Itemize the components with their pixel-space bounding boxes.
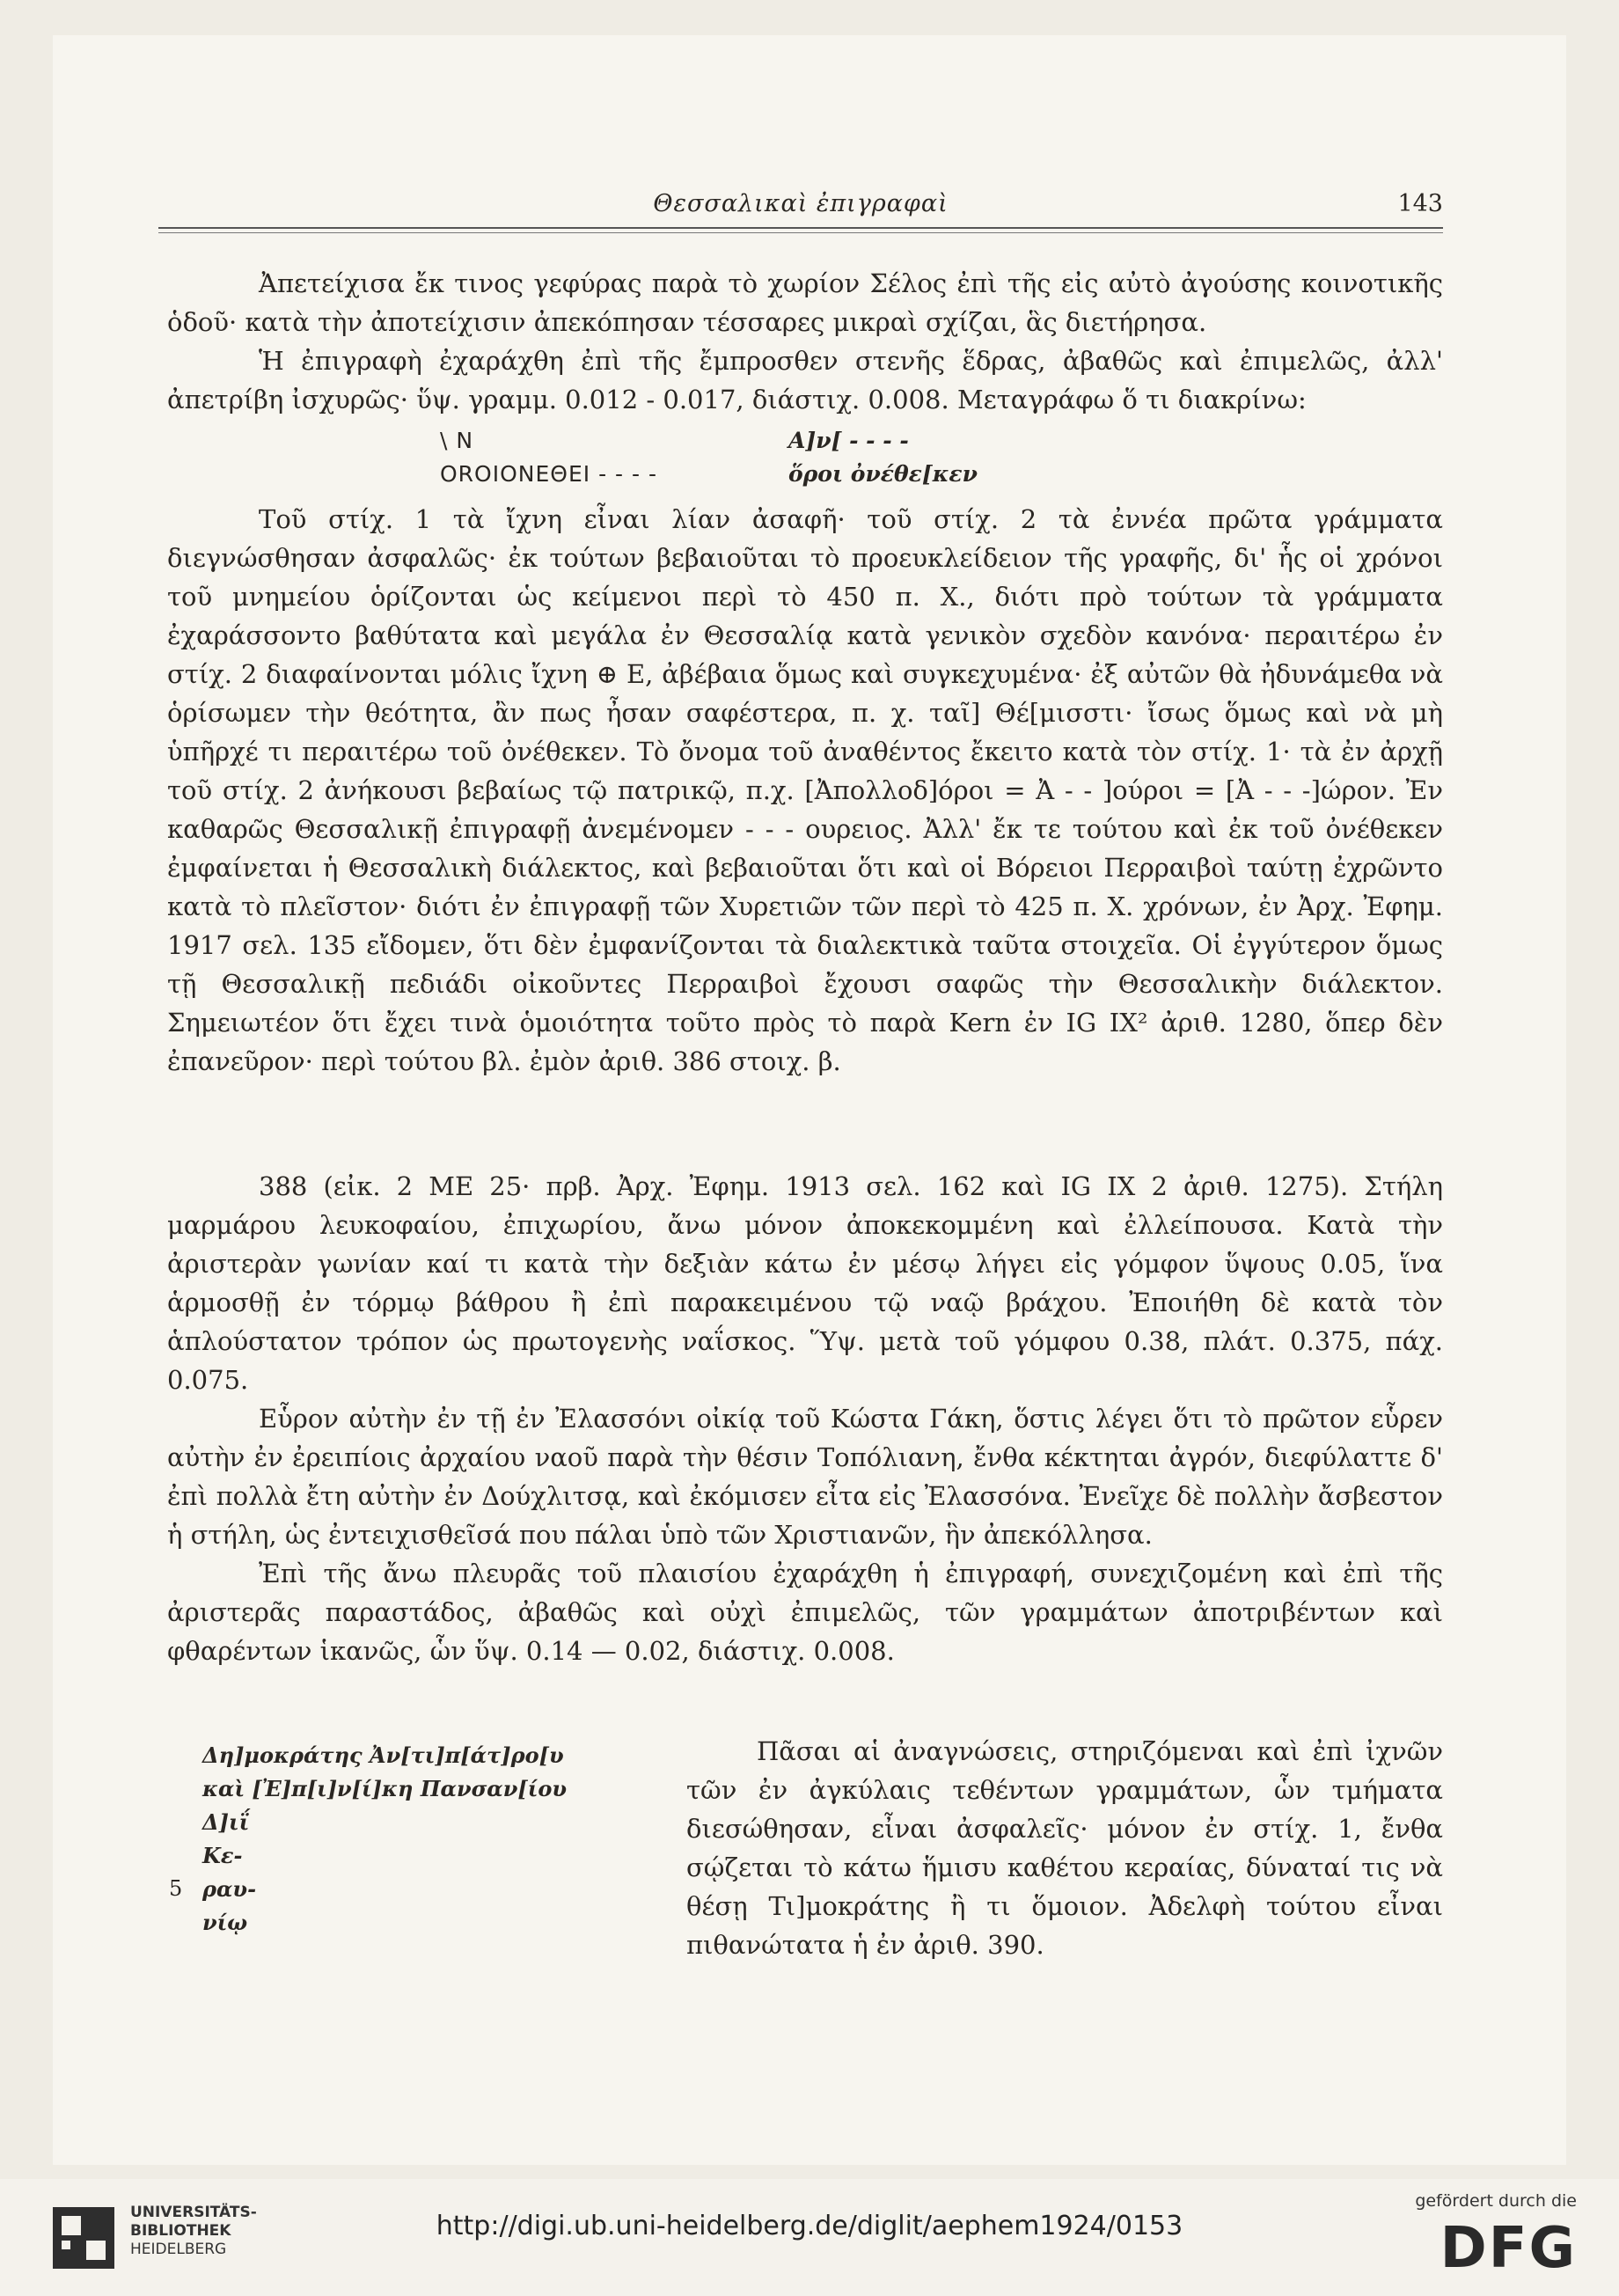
transcription-reading: ὅροι ὀνέθε[κεν [788,461,978,487]
funding-label: gefördert durch die [1415,2191,1577,2211]
running-head [158,185,1443,229]
inscription-line: Κε- [202,1843,243,1868]
header-rule [158,227,1443,229]
body-intro [167,264,1443,419]
paragraph: Ἀπετείχισα ἔκ τινος γεφύρας παρὰ τὸ χωρίον Σέλος ἐπὶ τῆς εἰς αὐτὸ ἀγούσης κοινοτικῆς ὁδοῦ· κατὰ τὴν ἀποτείχισιν ἀπεκόπησαν τέσσαρες μικραὶ σχίζαι, ἃς διετήρησα. [167,268,1443,337]
transcription-majuscule: \ N [440,428,474,453]
paragraph: Ἡ ἐπιγραφὴ ἐχαράχθη ἐπὶ τῆς ἔμπροσθεν στενῆς ἕδρας, ἀβαθῶς καὶ ἐπιμελῶς, ἀλλ' ἀπετρίβη ἰσχυρῶς· ὕψ. γραμμ. 0.012 - 0.017, διάστιχ. 0.008. Μεταγράφω ὅ τι διακρίνω: [167,346,1443,414]
paragraph: Τοῦ στίχ. 1 τὰ ἴχνη εἶναι λίαν ἀσαφῆ· τοῦ στίχ. 2 τὰ ἐννέα πρῶτα γράμματα διεγνώσθησαν ἀσφαλῶς· ἐκ τούτων βεβαιοῦται τὸ προευκλείδειον τῆς γραφῆς, δι' ἧς οἱ χρόνοι τοῦ μνημείου ὁρίζονται ὡς κείμενοι περὶ τὸ 450 π. Χ., διότι πρὸ τούτων τὰ γράμματα ἐχαράσσοντο βαθύτατα καὶ μεγάλα ἐν Θεσσαλίᾳ κατὰ γενικὸν σχεδὸν κανόνα· περαιτέρω ἐν στίχ. 2 διαφαίνονται μόλις ἴχνη ⊕ Ε, ἀβέβαια ὅμως καὶ συγκεχυμένα· ἐξ αὐτῶν θὰ ἠδυνάμεθα νὰ ὁρίσωμεν τὴν θεότητα, ἂν πως ἦσαν σαφέστερα, π. χ. ταῖ] Θέ[μισστι· ἴσως ὅμως καὶ νὰ μὴ ὑπῆρχέ τι περαιτέρω τοῦ ὀνέθεκεν. Τὸ ὄνομα τοῦ ἀναθέντος ἔκειτο κατὰ τὸν στίχ. 1· τὰ ἐν ἀρχῇ τοῦ στίχ. 2 ἀνήκουσι βεβαίως τῷ πατρικῷ, π.χ. [Ἀπολλοδ]όροι = Ἀ - - ]ούροι = [Ἀ - - -]ώρον. Ἐν καθαρῶς Θεσσαλικῇ ἐπιγραφῇ ἀνεμένομεν - - - ουρειος. Ἀλλ' ἔκ τε τούτου καὶ ἐκ τοῦ ὀνέθεκεν ἐμφαίνεται ἡ Θεσσαλικὴ διάλεκτος, καὶ βεβαιοῦται ὅτι καὶ οἱ Βόρειοι Περραιβοὶ ταύτῃ ἐχρῶντο κατὰ τὸ πλεῖστον· διότι ἐν ἐπιγραφῇ τῶν Χυρετιῶν τῶν περὶ τὸ 425 π. Χ. χρόνων, ἐν Ἀρχ. Ἐφημ. 1917 σελ. 135 εἴδομεν, ὅτι δὲν ἐμφανίζονται τὰ διαλεκτικὰ ταῦτα στοιχεῖα. Οἱ ἐγγύτερον ὅμως τῇ Θεσσαλικῇ πεδιάδι οἰκοῦντες Περραιβοὶ ἔχουσι σαφῶς τὴν Θεσσαλικὴν διάλεκτον. Σημειωτέον ὅτι ἔχει τινὰ ὁμοιότητα τοῦτο πρὸς τὸ παρὰ Kern ἐν IG IX² ἀριθ. 1280, ὅπερ δὲν ἐπανεῦρον· περὶ τούτου βλ. ἐμὸν ἀριθ. 386 στοιχ. β. [167,504,1443,1076]
permalink-url[interactable]: http://digi.ub.uni-heidelberg.de/diglit/aephem1924/0153 [436,2211,1183,2241]
paragraph: Ἐπὶ τῆς ἄνω πλευρᾶς τοῦ πλαισίου ἐχαράχθη ἡ ἐπιγραφή, συνεχιζομένη καὶ ἐπὶ τῆς ἀριστερᾶς παραστάδος, ἀβαθῶς καὶ οὐχὶ ἐπιμελῶς, τῶν γραμμάτων ἀποτριβέντων καὶ φθαρέντων ἱκανῶς, ὧν ὕψ. 0.14 — 0.02, διάστιχ. 0.008. [167,1559,1443,1666]
inscription-commentary [686,1732,1443,1964]
line-number: 5 [169,1876,183,1901]
body-commentary [167,500,1443,1081]
transcription-block [440,428,1056,495]
transcription-line [440,461,1056,495]
entry-388 [167,1167,1443,1670]
transcription-reading: Α]ν[ - - - - [788,428,909,453]
footer-bar [0,2179,1619,2296]
paragraph: Εὗρον αὐτὴν ἐν τῇ ἐν Ἐλασσόνι οἰκίᾳ τοῦ Κώστα Γάκη, ὅστις λέγει ὅτι τὸ πρῶτον εὗρεν αὐτὴν ἐν ἐρειπίοις ἀρχαίου ναοῦ παρὰ τὴν θέσιν Τοπόλιανη, ἔνθα κέκτηται ἀγρόν, διεφύλαττε δ' ἐπὶ πολλὰ ἔτη αὐτὴν ἐν Δούχλιτσᾳ, καὶ ἐκόμισεν εἶτα εἰς Ἐλασσόνα. Ἐνεῖχε δὲ πολλὴν ἄσβεστον ἡ στήλη, ὡς ἐντειχισθεῖσά που πάλαι ὑπὸ τῶν Χριστιανῶν, ἣν ἀπεκόλλησα. [167,1404,1443,1550]
inscription-line: καὶ [Ἐ]π[ι]ν[ί]κη Πανσαν[ίου [202,1776,568,1801]
paragraph: Πᾶσαι αἱ ἀναγνώσεις, στηριζόμεναι καὶ ἐπὶ ἰχνῶν τῶν ἐν ἀγκύλαις τεθέντων γραμμάτων, ὧν τμήματα διεσώθησαν, εἶναι ἀσφαλεῖς· μόνον ἐν στίχ. 1, ἔνθα σῴζεται τὸ κάτω ἥμισυ καθέτου κεραίας, δύναταί τις νὰ θέσῃ Τι]μοκράτης ἢ τι ὅμοιον. Ἀδελφὴ τούτου εἶναι πιθανώτατα ἡ ἐν ἀριθ. 390. [686,1736,1443,1960]
running-title: Θεσσαλικαὶ ἐπιγραφαὶ [653,190,949,217]
paragraph: 388 (εἰκ. 2 ΜΕ 25· πρβ. Ἀρχ. Ἐφημ. 1913 σελ. 162 καὶ IG IX 2 ἀριθ. 1275). Στήλη μαρμάρου λευκοφαίου, ἐπιχωρίου, ἄνω μόνον ἀποκεκομμένη καὶ ἐλλείπουσα. Κατὰ τὴν ἀριστερὰν γωνίαν καί τι κατὰ τὴν δεξιὰν κάτω ἐν μέσῳ λήγει εἰς γόμφον ὕψους 0.05, ἵνα ἁρμοσθῇ ἐν τόρμῳ βάθρου ἢ ἐπὶ παρακειμένου τῷ ναῷ βράχου. Ἐποιήθη δὲ κατὰ τὸν ἁπλούστατον τρόπον ὡς πρωτογενὴς ναΐσκος. Ὕψ. μετὰ τοῦ γόμφου 0.38, πλάτ. 0.375, πάχ. 0.075. [167,1171,1443,1395]
library-name: UNIVERSITÄTS- BIBLIOTHEK HEIDELBERG [130,2204,257,2258]
page-number: 143 [1397,190,1443,217]
inscription-text [169,1742,660,1943]
inscription-line: Δ]ιΐ [202,1809,250,1835]
inscription-line: Δη]μοκράτης Ἀν[τι]π[άτ]ρο[υ [202,1742,564,1768]
inscription-line: 5 ραυ- [169,1876,257,1902]
transcription-majuscule: ΟROIONEΘEI - - - - [440,461,657,487]
dfg-logo[interactable]: DFG [1440,2216,1577,2281]
transcription-line [440,428,1056,461]
inscription-line: νίῳ [202,1910,248,1935]
header-rule-thin [158,232,1443,233]
